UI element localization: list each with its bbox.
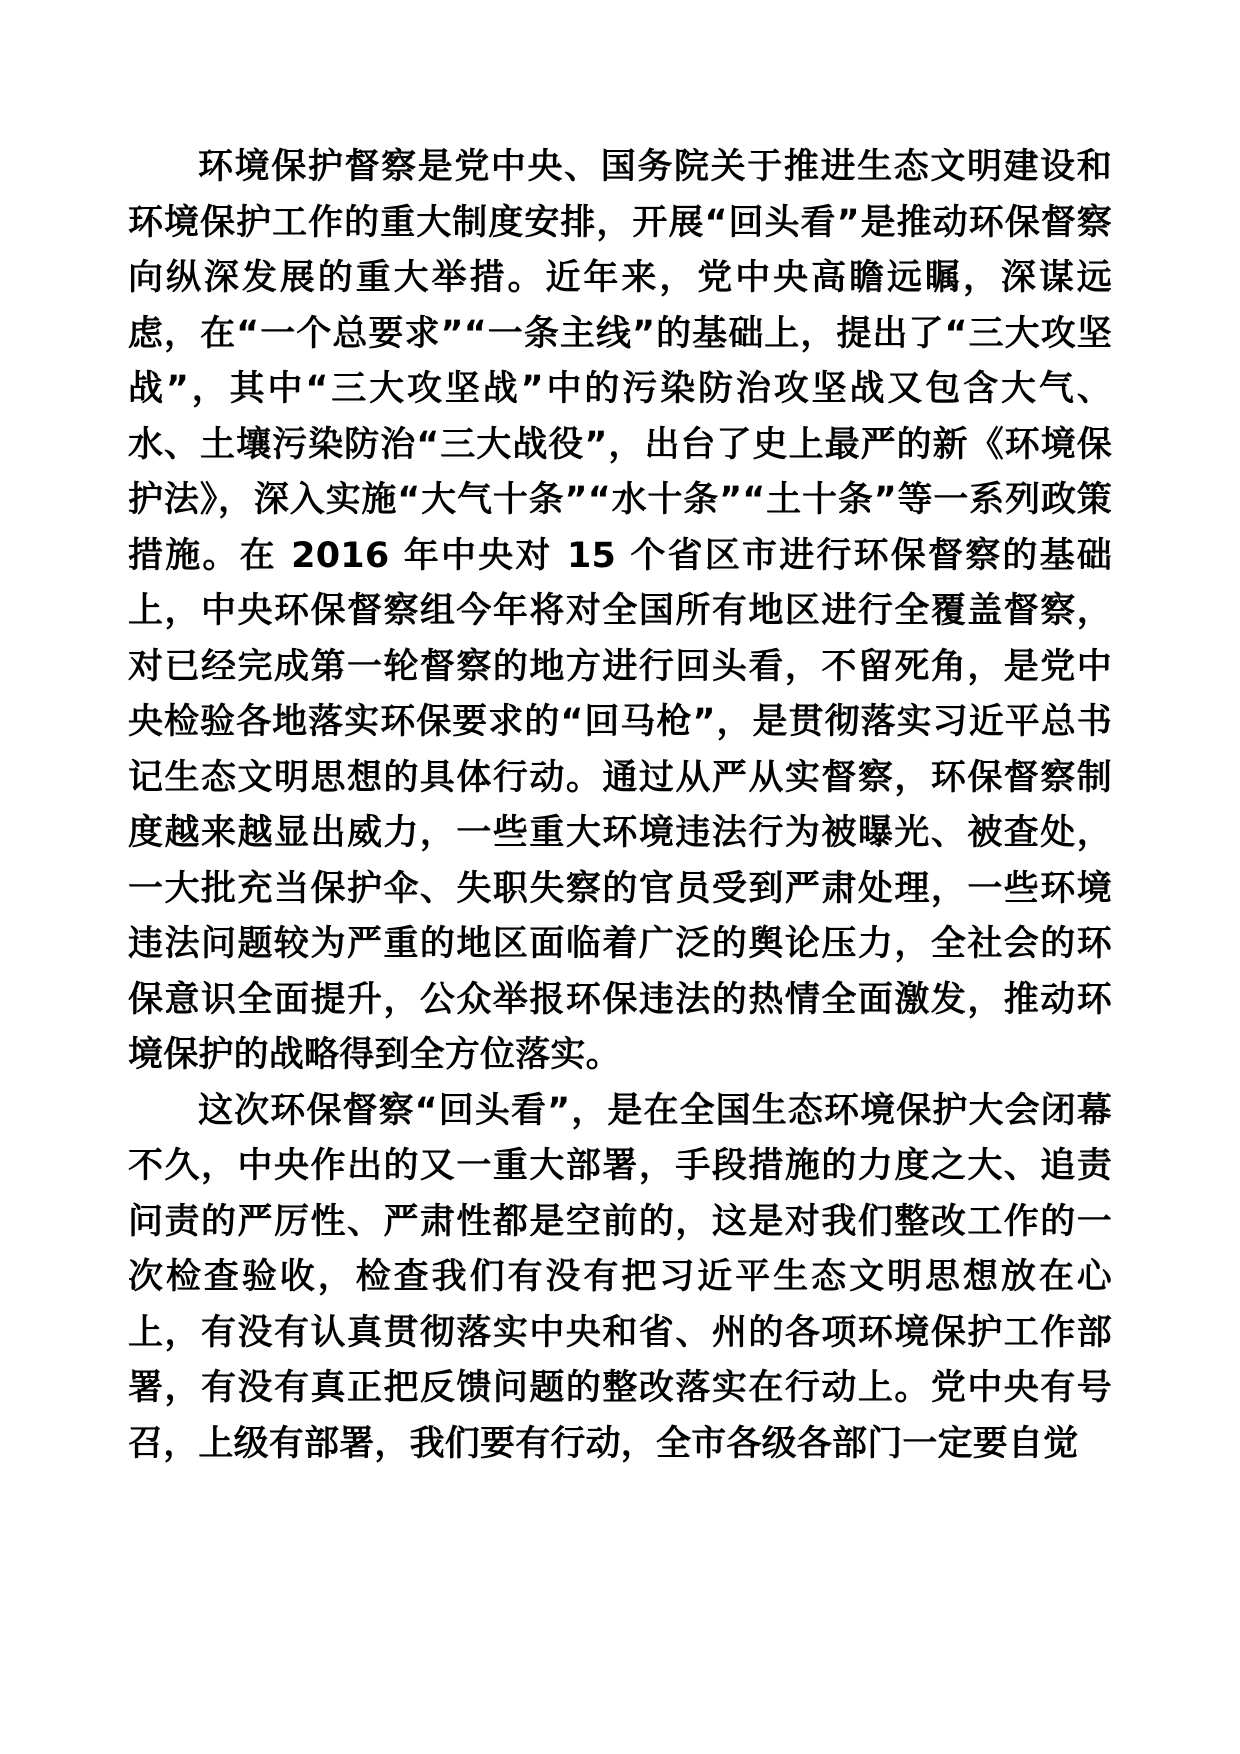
paragraph-2: 这次环保督察“回头看”，是在全国生态环境保护大会闭幕不久，中央作出的又一重大部署，手段措施的力度之大、追责问责的严厉性、严肃性都是空前的，这是对我们整改工作的一次检查验收，检查我们有没有把习近平生态文明思想放在心上，有没有认真贯彻落实中央和省、州的各项环境保护工作部署，有没有真正把反馈问题的整改落实在行动上。党中央有号召，上级有部署，我们要有行动，全市各级各部门一定要自觉 [128, 1090, 1112, 1464]
document-body [128, 140, 1112, 1472]
paragraph-1: 环境保护督察是党中央、国务院关于推进生态文明建设和环境保护工作的重大制度安排，开展“回头看”是推动环保督察向纵深发展的重大举措。近年来，党中央高瞻远瞩，深谋远虑，在“一个总要求”“一条主线”的基础上，提出了“三大攻坚战”，其中“三大攻坚战”中的污染防治攻坚战又包含大气、水、土壤污染防治“三大战役”，出台了史上最严的新《环境保护法》，深入实施“大气十条”“水十条”“土十条”等一系列政策措施。在 2016 年中央对 15 个省区市进行环保督察的基础上，中央环保督察组今年将对全国所有地区进行全覆盖督察，对已经完成第一轮督察的地方进行回头看，不留死角，是党中央检验各地落实环保要求的“回马枪”，是贯彻落实习近平总书记生态文明思想的具体行动。通过从严从实督察，环保督察制度越来越显出威力，一些重大环境违法行为被曝光、被查处，一大批充当保护伞、失职失察的官员受到严肃处理，一些环境违法问题较为严重的地区面临着广泛的舆论压力，全社会的环保意识全面提升，公众举报环保违法的热情全面激发，推动环境保护的战略得到全方位落实。 [128, 147, 1112, 1075]
